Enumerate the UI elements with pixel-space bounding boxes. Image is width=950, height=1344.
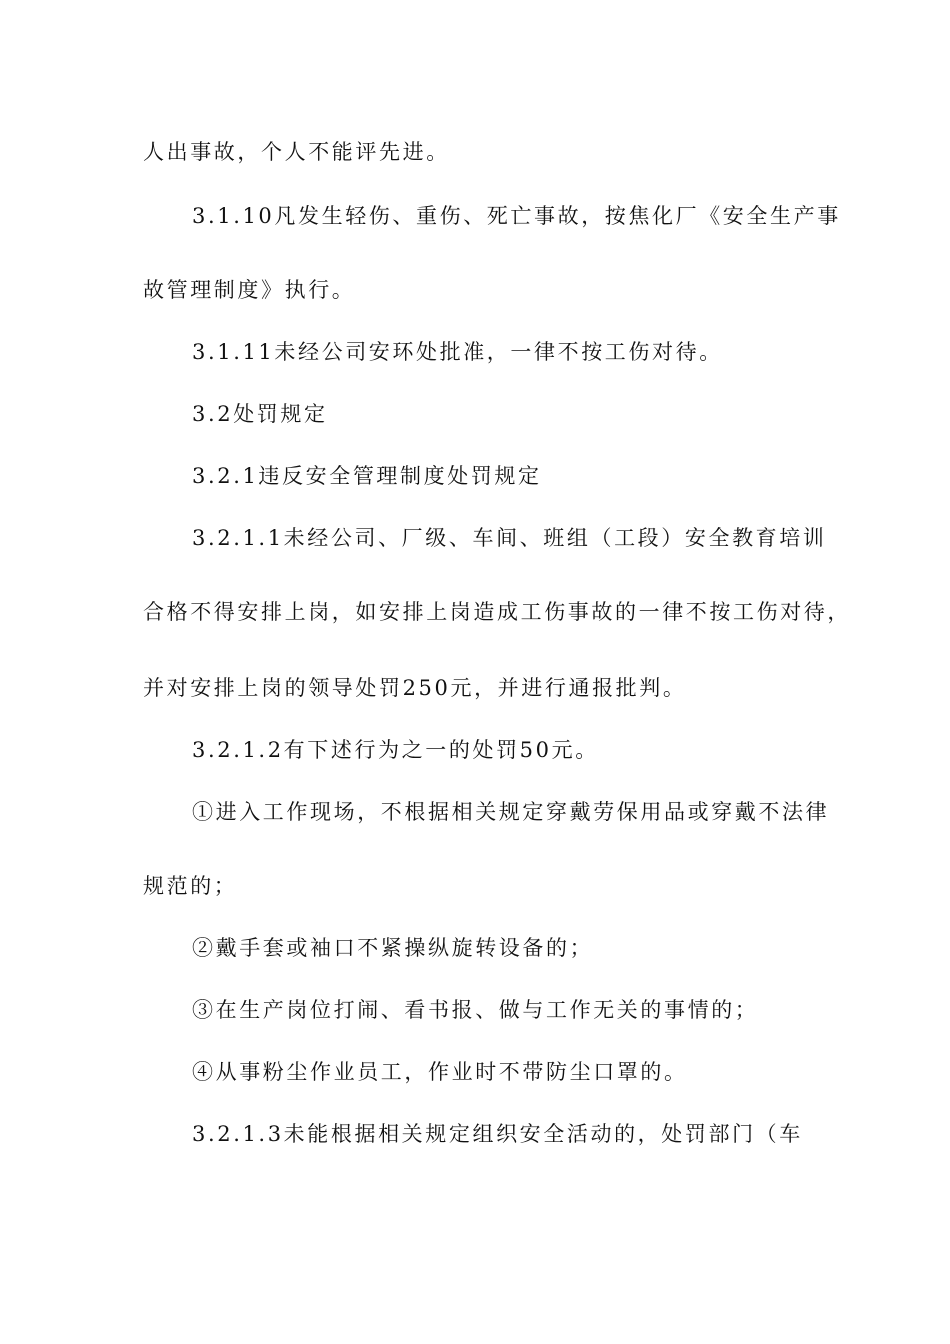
- section-3-2-1-3-line: 3.2.1.3未能根据相关规定组织安全活动的，处罚部门（车: [192, 1122, 803, 1146]
- text-line: 故管理制度》执行。: [143, 278, 356, 302]
- list-item-1: ①进入工作现场，不根据相关规定穿戴劳保用品或穿戴不法律: [192, 800, 830, 824]
- section-3-1-11-line: 3.1.11未经公司安环处批准，一律不按工伤对待。: [192, 340, 723, 364]
- text-line: 合格不得安排上岗，如安排上岗造成工伤事故的一律不按工伤对待，: [143, 600, 851, 624]
- text-line: 人出事故，个人不能评先进。: [143, 140, 450, 164]
- list-item-2: ②戴手套或袖口不紧操纵旋转设备的；: [192, 936, 594, 960]
- section-3-2-1-1-line: 3.2.1.1未经公司、厂级、车间、班组（工段）安全教育培训: [192, 526, 827, 550]
- text-line: 规范的；: [143, 874, 238, 898]
- list-item-4: ④从事粉尘作业员工，作业时不带防尘口罩的。: [192, 1060, 688, 1084]
- section-3-2-1-2-line: 3.2.1.2有下述行为之一的处罚50元。: [192, 738, 599, 762]
- text-line: 并对安排上岗的领导处罚250元，并进行通报批判。: [143, 676, 687, 700]
- section-heading-3-2-1: 3.2.1违反安全管理制度处罚规定: [192, 464, 542, 488]
- section-heading-3-2: 3.2处罚规定: [192, 402, 328, 426]
- section-3-1-10-line: 3.1.10凡发生轻伤、重伤、死亡事故，按焦化厂《安全生产事: [192, 204, 841, 228]
- list-item-3: ③在生产岗位打闹、看书报、做与工作无关的事情的；: [192, 998, 759, 1022]
